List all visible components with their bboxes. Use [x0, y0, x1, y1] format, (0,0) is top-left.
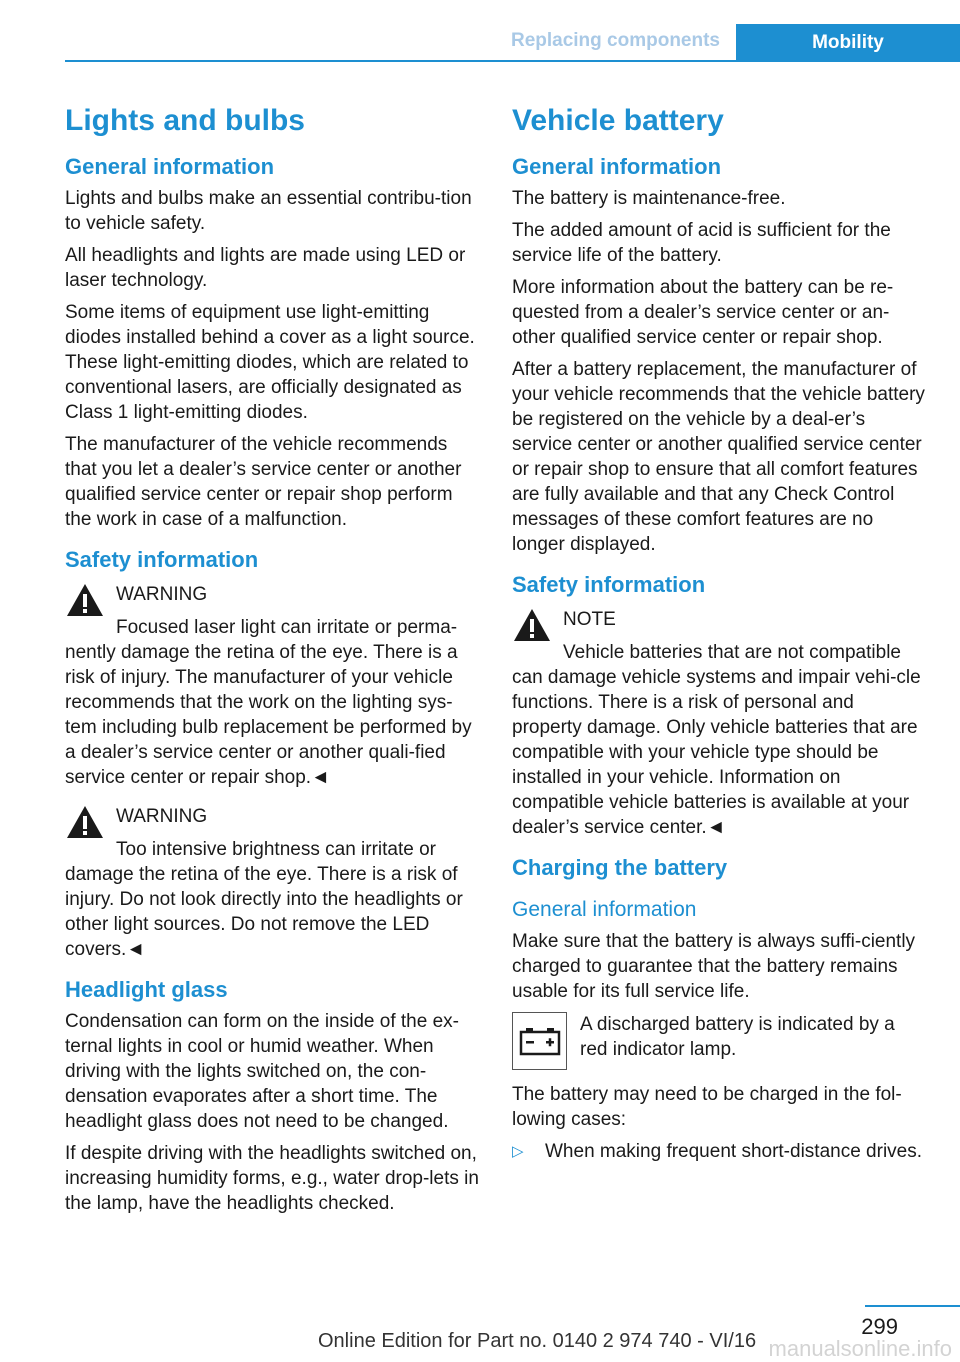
- subheading-general-info: General information: [512, 898, 697, 921]
- paragraph: Make sure that the battery is always suffi‐ciently charged to guarantee that the battery remains usable for its full service life.: [512, 931, 916, 1002]
- note-block: [512, 607, 927, 840]
- paragraph: The manufacturer of the vehicle recommends that you let a dealer’s service center or another qualified service center or repair shop perform the work in case of a malfunction.: [65, 434, 462, 530]
- heading-safety-info: Safety information: [65, 547, 259, 572]
- watermark: manualsonline.info: [768, 1336, 952, 1361]
- warning-block: [65, 582, 480, 790]
- warning-text: Focused laser light can irritate or perma‐nently damage the retina of the eye. There is a risk of injury. The manufacturer of your vehicle recommends that the work on the lighting sys‐tem including bulb replacement be performed by a dealer’s service center or another quali‐fied service center or repair shop.◄: [65, 617, 472, 788]
- paragraph: Some items of equipment use light-emitting diodes installed behind a cover as a light source. These light-emitting diodes, which are related to conventional lasers, are officially designated as Class 1 light-emitting diodes.: [65, 302, 475, 423]
- heading-charging-battery: Charging the battery: [512, 855, 728, 880]
- paragraph: All headlights and lights are made using LED or laser technology.: [65, 245, 466, 291]
- paragraph: The added amount of acid is sufficient for the service life of the battery.: [512, 220, 891, 266]
- right-column: [512, 96, 927, 1164]
- indicator-text: A discharged battery is indicated by a red indicator lamp.: [580, 1014, 895, 1060]
- edition-footer: Online Edition for Part no. 0140 2 974 740 - VI/16: [318, 1330, 757, 1352]
- battery-indicator-icon: [512, 1012, 567, 1070]
- warning-block: [65, 804, 480, 962]
- page-header: [0, 24, 960, 62]
- paragraph: More information about the battery can be re‐quested from a dealer’s service center or an‐other qualified service center or repair shop.: [512, 277, 894, 348]
- note-text: Vehicle batteries that are not compatible can damage vehicle systems and impair vehi‐cle functions. There is a risk of personal and property damage. Only vehicle batteries that are compatible with your vehicle type should be installed in your vehicle. Information on compatible vehicle batteries is available at your dealer’s service center.◄: [512, 642, 921, 838]
- header-tab-mobility[interactable]: Mobility: [736, 24, 960, 62]
- heading-general-info: General information: [512, 154, 722, 179]
- left-column: [65, 96, 480, 1223]
- paragraph: The battery is maintenance-free.: [512, 188, 786, 209]
- paragraph: Lights and bulbs make an essential contribu‐tion to vehicle safety.: [65, 188, 472, 234]
- paragraph: The battery may need to be charged in the fol‐lowing cases:: [512, 1084, 902, 1130]
- note-label: NOTE: [563, 609, 616, 630]
- footer-rule: [865, 1305, 960, 1307]
- paragraph: Condensation can form on the inside of the ex‐ternal lights in cool or humid weather. When driving with the lights switched on, the con‐densation evaporates after a short time. The headlight glass does not need to be changed.: [65, 1011, 459, 1132]
- warning-icon: [512, 607, 552, 643]
- warning-label: WARNING: [116, 806, 208, 827]
- warning-icon: [65, 804, 105, 840]
- heading-general-info: General information: [65, 154, 275, 179]
- bullet-triangle-icon: ▷: [512, 1143, 524, 1160]
- battery-indicator-block: [512, 1012, 927, 1070]
- header-rule: [65, 60, 960, 62]
- paragraph: If despite driving with the headlights switched on, increasing humidity forms, e.g., water drop‐lets in the lamp, have the headlights checked.: [65, 1143, 479, 1214]
- paragraph: After a battery replacement, the manufacturer of your vehicle recommends that the vehicle battery be registered on the vehicle by a deal‐er’s service center or another qualified service center or repair shop to ensure that all comfort features are fully available and that any Check Control messages of these comfort features are no longer displayed.: [512, 359, 925, 555]
- warning-text: Too intensive brightness can irritate or damage the retina of the eye. There is a risk of injury. Do not look directly into the headlights or other light sources. Do not remove the LED covers.◄: [65, 839, 463, 960]
- page-number: 299: [861, 1314, 898, 1339]
- list-item: [512, 1139, 927, 1164]
- section-title-battery: Vehicle battery: [512, 104, 724, 137]
- section-title-lights: Lights and bulbs: [65, 104, 305, 137]
- heading-headlight-glass: Headlight glass: [65, 977, 228, 1002]
- heading-safety-info: Safety information: [512, 572, 706, 597]
- warning-icon: [65, 582, 105, 618]
- list-item-text: When making frequent short-distance drives.: [545, 1141, 923, 1162]
- warning-label: WARNING: [116, 584, 208, 605]
- header-section-title: Replacing components: [510, 30, 720, 51]
